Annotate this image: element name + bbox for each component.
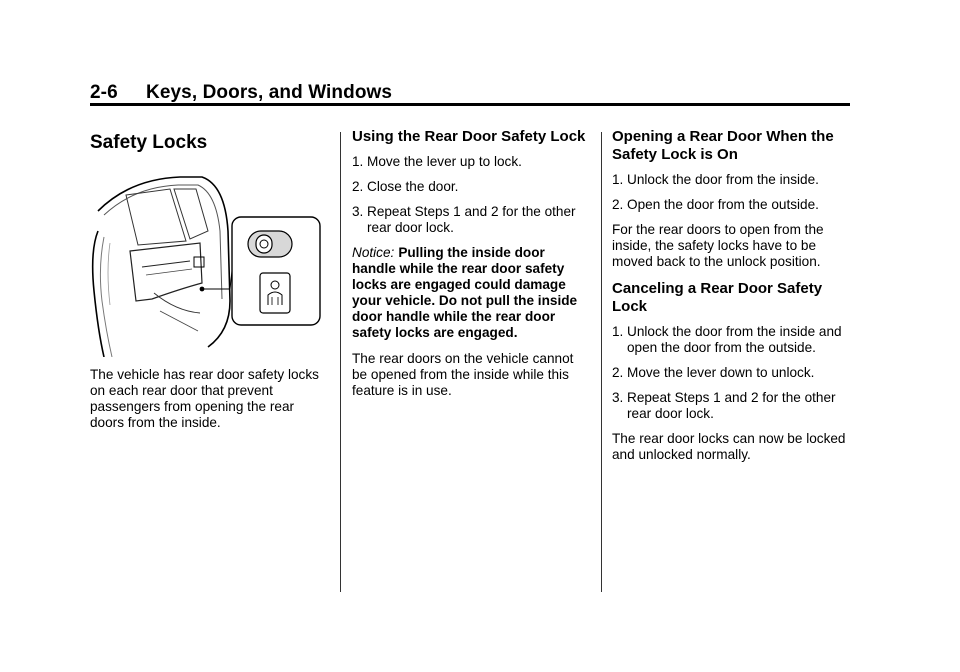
section-title: Keys, Doors, and Windows — [146, 82, 393, 103]
step-text: Open the door from the outside. — [627, 197, 819, 212]
subsection-heading: Opening a Rear Door When the Safety Lock is On — [612, 128, 834, 163]
page-number: 2-6 — [90, 82, 118, 103]
notice-label: Notice: — [352, 245, 395, 260]
header-title — [90, 82, 850, 104]
step-number: 3. — [352, 204, 364, 219]
subsection-heading: Using the Rear Door Safety Lock — [352, 128, 586, 145]
column-divider — [340, 132, 341, 592]
step-number: 2. — [352, 179, 364, 194]
body-paragraph: The rear doors on the vehicle cannot be opened from the inside while this feature is in use. — [352, 351, 574, 398]
header-rule — [90, 103, 850, 106]
step-text: Move the lever down to unlock. — [627, 365, 815, 380]
door-lock-illustration — [90, 171, 322, 357]
list-item — [612, 365, 852, 381]
column-1 — [90, 128, 330, 441]
step-text: Unlock the door from the inside. — [627, 172, 819, 187]
intro-paragraph: The vehicle has rear door safety locks on each rear door that prevent passengers from opening the rear doors from the inside. — [90, 367, 319, 430]
step-text: Move the lever up to lock. — [367, 154, 522, 169]
list-item — [352, 179, 590, 195]
column-divider — [601, 132, 602, 592]
step-number: 2. — [612, 197, 624, 212]
column-3 — [612, 128, 852, 473]
list-item — [612, 172, 852, 188]
notice-text: Pulling the inside door handle while the rear door safety locks are engaged could damage your vehicle. Do not pull the inside door handle while the rear door safety locks are engaged. — [352, 245, 578, 340]
step-text: Repeat Steps 1 and 2 for the other rear door lock. — [627, 390, 836, 421]
step-text: Unlock the door from the inside and open the door from the outside. — [627, 324, 842, 355]
subsection-heading: Canceling a Rear Door Safety Lock — [612, 280, 823, 315]
rear-door-drawing — [90, 171, 322, 357]
column-2 — [352, 128, 590, 409]
step-text: Close the door. — [367, 179, 459, 194]
list-item — [612, 390, 852, 422]
section-heading: Safety Locks — [90, 132, 208, 153]
notice-paragraph — [352, 245, 590, 341]
step-number: 1. — [352, 154, 364, 169]
body-paragraph: For the rear doors to open from the inside, the safety locks have to be moved back to the unlock position. — [612, 222, 824, 269]
step-text: Repeat Steps 1 and 2 for the other rear door lock. — [367, 204, 576, 235]
list-item — [612, 197, 852, 213]
step-number: 1. — [612, 172, 624, 187]
list-item — [612, 324, 852, 356]
step-number: 1. — [612, 324, 624, 339]
list-item — [352, 204, 590, 236]
body-paragraph: The rear door locks can now be locked and unlocked normally. — [612, 431, 846, 462]
step-number: 3. — [612, 390, 624, 405]
list-item — [352, 154, 590, 170]
page-header — [90, 82, 850, 104]
step-number: 2. — [612, 365, 624, 380]
